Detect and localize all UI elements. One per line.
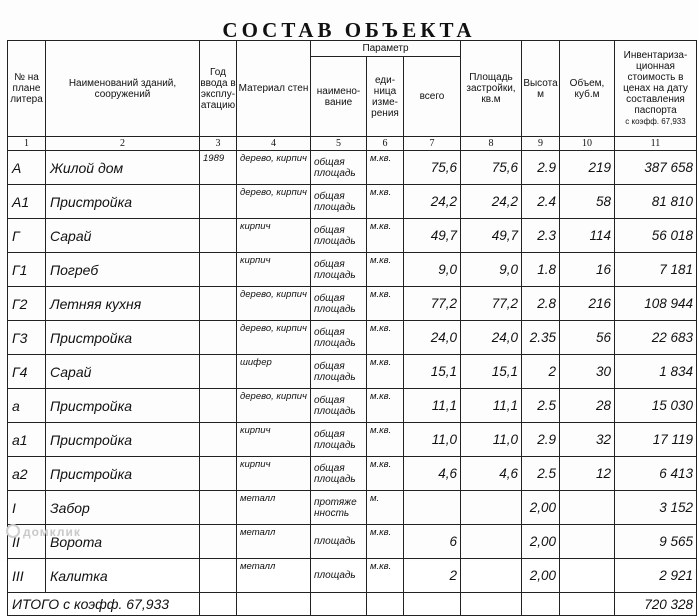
year-cell [200, 287, 237, 321]
header-cost-label: Инвентариза-ционная стоимость в ценах на дату составления паспорта [623, 50, 688, 116]
year-cell [200, 355, 237, 389]
unit-cell: м.кв. [367, 355, 404, 389]
header-year: Год ввода в эксплу-атацию [200, 41, 237, 137]
area-cell: 24,2 [461, 185, 522, 219]
cost-cell: 6 413 [615, 457, 697, 491]
column-number: 8 [461, 137, 522, 151]
area-cell [461, 525, 522, 559]
area-cell [461, 491, 522, 525]
height-cell: 2,00 [522, 491, 560, 525]
height-cell: 2.8 [522, 287, 560, 321]
total-cell [404, 491, 461, 525]
header-cost-note: с коэфф. 67,933 [625, 117, 686, 126]
height-cell: 2.4 [522, 185, 560, 219]
unit-cell: м.кв. [367, 185, 404, 219]
volume-cell: 28 [560, 389, 615, 423]
unit-cell: м.кв. [367, 321, 404, 355]
height-cell: 2.9 [522, 151, 560, 185]
header-area: Площадь застройки, кв.м [461, 41, 522, 137]
height-cell: 2 [522, 355, 560, 389]
height-cell: 2.9 [522, 423, 560, 457]
header-unit: еди-ница изме-рения [367, 57, 404, 137]
table-row [8, 389, 697, 423]
total-cell: 11,1 [404, 389, 461, 423]
total-cell: 2 [404, 559, 461, 593]
unit-cell: м.кв. [367, 525, 404, 559]
total-cell: 11,0 [404, 423, 461, 457]
year-cell [200, 423, 237, 457]
cost-cell: 387 658 [615, 151, 697, 185]
material-cell: кирпич [237, 457, 311, 491]
parameter-cell: протяже нность [311, 491, 367, 525]
table-row [8, 355, 697, 389]
total-cell: 9,0 [404, 253, 461, 287]
year-cell [200, 219, 237, 253]
column-number: 9 [522, 137, 560, 151]
area-cell: 77,2 [461, 287, 522, 321]
year-cell [200, 389, 237, 423]
material-cell: дерево, кирпич [237, 287, 311, 321]
table-row [8, 457, 697, 491]
liter-cell: Г1 [8, 253, 46, 287]
year-cell [200, 525, 237, 559]
volume-cell [560, 525, 615, 559]
year-cell [200, 491, 237, 525]
total-row [8, 593, 697, 616]
total-cell: 75,6 [404, 151, 461, 185]
watermark-text: домклик [23, 525, 81, 539]
column-number: 6 [367, 137, 404, 151]
material-cell: металл [237, 525, 311, 559]
page-title: СОСТАВ ОБЪЕКТА [222, 18, 476, 42]
year-cell [200, 559, 237, 593]
parameter-cell: площадь [311, 525, 367, 559]
column-number: 11 [615, 137, 697, 151]
column-number: 4 [237, 137, 311, 151]
cost-cell: 3 152 [615, 491, 697, 525]
column-number: 1 [8, 137, 46, 151]
name-cell: Летняя кухня [46, 287, 200, 321]
column-number: 10 [560, 137, 615, 151]
name-cell: Забор [46, 491, 200, 525]
volume-cell: 219 [560, 151, 615, 185]
volume-cell [560, 559, 615, 593]
area-cell: 4,6 [461, 457, 522, 491]
object-composition-table [7, 40, 697, 616]
column-number: 5 [311, 137, 367, 151]
area-cell [461, 559, 522, 593]
unit-cell: м.кв. [367, 389, 404, 423]
header-volume: Объем, куб.м [560, 41, 615, 137]
liter-cell: а2 [8, 457, 46, 491]
table-row [8, 559, 697, 593]
area-cell: 11,1 [461, 389, 522, 423]
year-cell [200, 321, 237, 355]
unit-cell: м.кв. [367, 287, 404, 321]
parameter-cell: общая площадь [311, 389, 367, 423]
table-row [8, 287, 697, 321]
material-cell: дерево, кирпич [237, 389, 311, 423]
area-cell: 15,1 [461, 355, 522, 389]
total-cell: 6 [404, 525, 461, 559]
material-cell: кирпич [237, 423, 311, 457]
header-name: Наименований зданий, сооружений [46, 41, 200, 137]
name-cell: Пристройка [46, 185, 200, 219]
unit-cell: м.кв. [367, 219, 404, 253]
total-cell: 24,0 [404, 321, 461, 355]
unit-cell: м.кв. [367, 423, 404, 457]
material-cell: шифер [237, 355, 311, 389]
cost-cell: 1 834 [615, 355, 697, 389]
total-label: ИТОГО с коэфф. 67,933 [8, 593, 200, 616]
year-cell [200, 253, 237, 287]
table-row [8, 525, 697, 559]
material-cell: дерево, кирпич [237, 321, 311, 355]
name-cell: Пристройка [46, 321, 200, 355]
parameter-cell: общая площадь [311, 457, 367, 491]
year-cell [200, 185, 237, 219]
total-cell: 77,2 [404, 287, 461, 321]
name-cell: Погреб [46, 253, 200, 287]
table-row [8, 321, 697, 355]
unit-cell: м.кв. [367, 151, 404, 185]
height-cell: 2.5 [522, 457, 560, 491]
height-cell: 1.8 [522, 253, 560, 287]
area-cell: 24,0 [461, 321, 522, 355]
volume-cell: 12 [560, 457, 615, 491]
parameter-cell: общая площадь [311, 287, 367, 321]
cost-cell: 15 030 [615, 389, 697, 423]
volume-cell: 56 [560, 321, 615, 355]
cost-cell: 17 119 [615, 423, 697, 457]
year-cell [200, 457, 237, 491]
area-cell: 75,6 [461, 151, 522, 185]
material-cell: кирпич [237, 219, 311, 253]
name-cell: Жилой дом [46, 151, 200, 185]
header-liter: № на плане литера [8, 41, 46, 137]
liter-cell: а1 [8, 423, 46, 457]
unit-cell: м.кв. [367, 457, 404, 491]
volume-cell [560, 491, 615, 525]
parameter-cell: общая площадь [311, 321, 367, 355]
volume-cell: 58 [560, 185, 615, 219]
table-row [8, 219, 697, 253]
height-cell: 2,00 [522, 525, 560, 559]
parameter-cell: общая площадь [311, 185, 367, 219]
material-cell: металл [237, 491, 311, 525]
volume-cell: 216 [560, 287, 615, 321]
liter-cell: III [8, 559, 46, 593]
table-row [8, 253, 697, 287]
liter-cell: Г3 [8, 321, 46, 355]
unit-cell: м.кв. [367, 559, 404, 593]
parameter-cell: общая площадь [311, 423, 367, 457]
table-row [8, 491, 697, 525]
area-cell: 49,7 [461, 219, 522, 253]
cost-cell: 56 018 [615, 219, 697, 253]
height-cell: 2.3 [522, 219, 560, 253]
header-height: Высота м [522, 41, 560, 137]
cost-cell: 22 683 [615, 321, 697, 355]
name-cell: Сарай [46, 355, 200, 389]
total-cell: 15,1 [404, 355, 461, 389]
volume-cell: 32 [560, 423, 615, 457]
year-cell: 1989 [200, 151, 237, 185]
material-cell: дерево, кирпич [237, 185, 311, 219]
column-number-row [8, 137, 697, 151]
cost-cell: 9 565 [615, 525, 697, 559]
volume-cell: 16 [560, 253, 615, 287]
material-cell: кирпич [237, 253, 311, 287]
name-cell: Пристройка [46, 457, 200, 491]
name-cell: Ворота [46, 525, 200, 559]
liter-cell: А1 [8, 185, 46, 219]
height-cell: 2.5 [522, 389, 560, 423]
table-row [8, 423, 697, 457]
parameter-cell: общая площадь [311, 151, 367, 185]
liter-cell: I [8, 491, 46, 525]
volume-cell: 114 [560, 219, 615, 253]
name-cell: Пристройка [46, 389, 200, 423]
liter-cell: Г2 [8, 287, 46, 321]
name-cell: Пристройка [46, 423, 200, 457]
watermark-logo-icon [6, 524, 20, 538]
unit-cell: м.кв. [367, 253, 404, 287]
material-cell: металл [237, 559, 311, 593]
header-cost [615, 41, 697, 137]
parameter-cell: общая площадь [311, 355, 367, 389]
table-row [8, 151, 697, 185]
cost-cell: 108 944 [615, 287, 697, 321]
name-cell: Сарай [46, 219, 200, 253]
liter-cell: а [8, 389, 46, 423]
header-material: Материал стен [237, 41, 311, 137]
liter-cell: Г4 [8, 355, 46, 389]
area-cell: 11,0 [461, 423, 522, 457]
cost-cell: 7 181 [615, 253, 697, 287]
total-cell: 49,7 [404, 219, 461, 253]
cost-cell: 81 810 [615, 185, 697, 219]
liter-cell: II [8, 525, 46, 559]
liter-cell: Г [8, 219, 46, 253]
table-row [8, 185, 697, 219]
parameter-cell: общая площадь [311, 253, 367, 287]
column-number: 7 [404, 137, 461, 151]
total-cell: 24,2 [404, 185, 461, 219]
total-cell: 4,6 [404, 457, 461, 491]
parameter-cell: площадь [311, 559, 367, 593]
name-cell: Калитка [46, 559, 200, 593]
header-param-name: наимено-вание [311, 57, 367, 137]
liter-cell: А [8, 151, 46, 185]
domclick-watermark [6, 524, 81, 539]
volume-cell: 30 [560, 355, 615, 389]
parameter-cell: общая площадь [311, 219, 367, 253]
header-total: всего [404, 57, 461, 137]
column-number: 2 [46, 137, 200, 151]
height-cell: 2,00 [522, 559, 560, 593]
unit-cell: м. [367, 491, 404, 525]
material-cell: дерево, кирпич [237, 151, 311, 185]
cost-cell: 2 921 [615, 559, 697, 593]
area-cell: 9,0 [461, 253, 522, 287]
height-cell: 2.35 [522, 321, 560, 355]
header-param-group: Параметр [311, 41, 461, 57]
total-cost: 720 328 [615, 593, 697, 616]
column-number: 3 [200, 137, 237, 151]
